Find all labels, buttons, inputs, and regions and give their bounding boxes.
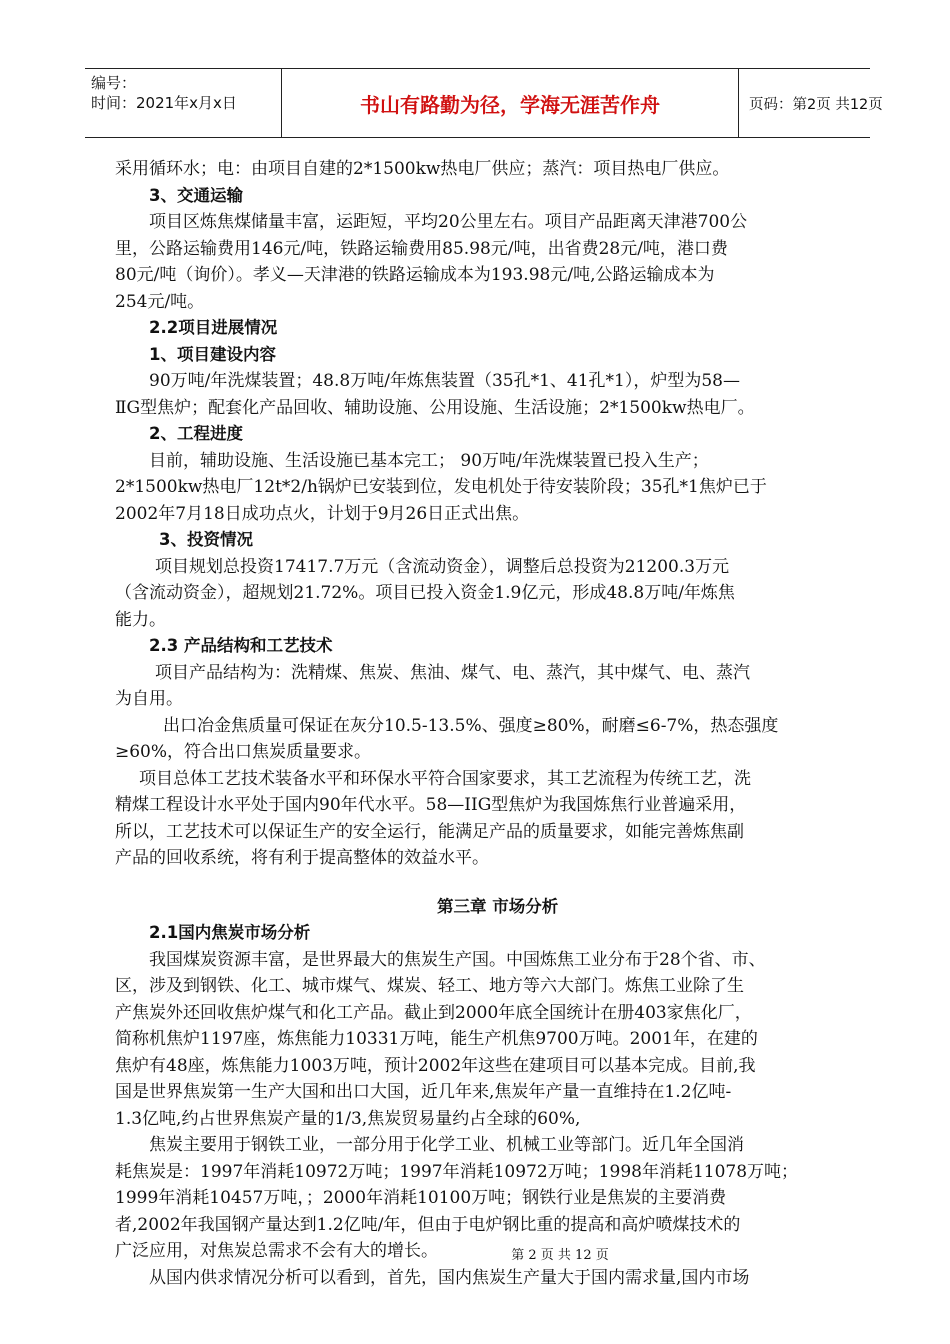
text-line: 项目产品结构为：洗精煤、焦炭、焦油、煤气、电、蒸汽，其中煤气、电、蒸汽 — [155, 662, 750, 683]
header-page-info: 页码：第2页 共12页 — [749, 96, 883, 113]
section-heading: 1、项目建设内容 — [149, 344, 276, 364]
text-line: 90万吨/年洗煤装置；48.8万吨/年炼焦装置（35孔*1、41孔*1），炉型为58— — [149, 371, 740, 391]
section-heading: 第三章 市场分析 — [437, 896, 559, 916]
text-line: 焦炉有48座，炼焦能力1003万吨，预计2002年这些在建项目可以基本完成。目前,我 — [115, 1055, 756, 1076]
text-line: 耗焦炭是：1997年消耗10972万吨；1997年消耗10972万吨；1998年消耗11078万吨； — [115, 1161, 799, 1182]
header-motto: 书山有路勤为径，学海无涯苦作舟 — [281, 69, 739, 137]
section-heading: 2.3 产品结构和工艺技术 — [149, 636, 333, 655]
text-line: 2002年7月18日成功点火，计划于9月26日正式出焦。 — [115, 503, 530, 524]
text-line: 1.3亿吨,约占世界焦炭产量的1/3,焦炭贸易量约占全球的60%, — [115, 1108, 581, 1129]
text-line: 我国煤炭资源丰富，是世界最大的焦炭生产国。中国炼焦工业分布于28个省、市、 — [149, 949, 766, 970]
text-line: 80元/吨（询价）。孝义—天津港的铁路运输成本为193.98元/吨,公路运输成本为 — [115, 265, 715, 285]
text-line: 项目规划总投资17417.7万元（含流动资金），调整后总投资为21200.3万元 — [155, 556, 730, 577]
text-line: 者,2002年我国钢产量达到1.2亿吨/年，但由于电炉钢比重的提高和高炉喷煤技术的 — [115, 1214, 741, 1235]
text-line: 产品的回收系统，将有利于提高整体的效益水平。 — [115, 848, 489, 868]
section-heading: 2、工程进度 — [149, 424, 243, 443]
document-number-label: 编号： — [91, 74, 137, 92]
document-body — [115, 156, 845, 1291]
header-meta — [85, 69, 275, 137]
text-line: 项目总体工艺技术装备水平和环保水平符合国家要求，其工艺流程为传统工艺，洗 — [139, 768, 751, 789]
page-footer: 第 2 页 共 12 页 — [511, 1248, 609, 1263]
page-header — [85, 68, 883, 138]
text-line: 产焦炭外还回收焦炉煤气和化工产品。截止到2000年底全国统计在册403家焦化厂， — [115, 1002, 752, 1023]
blank-line — [115, 872, 845, 894]
text-line: 254元/吨。 — [115, 291, 205, 312]
section-heading: 3、投资情况 — [159, 530, 253, 549]
section-heading: 2.1国内焦炭市场分析 — [149, 923, 311, 942]
text-line: 出口冶金焦质量可保证在灰分10.5-13.5%、强度≥80%，耐磨≤6-7%，热态强度 — [163, 715, 779, 736]
text-line: 广泛应用，对焦炭总需求不会有大的增长。 — [115, 1241, 438, 1261]
text-line: 精煤工程设计水平处于国内90年代水平。58—IIG型焦炉为我国炼焦行业普遍采用， — [115, 795, 747, 815]
text-line: 区，涉及到钢铁、化工、城市煤气、煤炭、轻工、地方等六大部门。炼焦工业除了生 — [115, 976, 744, 996]
text-line: 焦炭主要用于钢铁工业，一部分用于化学工业、机械工业等部门。近几年全国消 — [149, 1135, 744, 1155]
text-line: （含流动资金），超规划21.72%。项目已投入资金1.9亿元，形成48.8万吨/年炼焦 — [115, 583, 735, 603]
text-line: 国是世界焦炭第一生产大国和出口大国，近几年来,焦炭年产量一直维持在1.2亿吨- — [115, 1082, 732, 1102]
section-heading: 2.2项目进展情况 — [149, 318, 278, 337]
text-line: ≥60%，符合出口焦炭质量要求。 — [115, 742, 372, 762]
text-line: 里，公路运输费用146元/吨，铁路运输费用85.98元/吨，出省费28元/吨，港口费 — [115, 238, 728, 259]
text-line: 能力。 — [115, 609, 166, 630]
document-date-label: 时间：2021年x月x日 — [91, 94, 237, 112]
text-line: 项目区炼焦煤储量丰富，运距短，平均20公里左右。项目产品距离天津港700公 — [149, 212, 748, 232]
text-line: 2*1500kw热电厂12t*2/h锅炉已安装到位，发电机处于待安装阶段；35孔*1焦炉已于 — [115, 477, 767, 497]
text-line: 为自用。 — [115, 689, 183, 709]
text-line: 采用循环水；电：由项目自建的2*1500kw热电厂供应；蒸汽：项目热电厂供应。 — [115, 159, 730, 179]
text-line: 目前，辅助设施、生活设施已基本完工； 90万吨/年洗煤装置已投入生产； — [149, 450, 709, 471]
text-line: 从国内供求情况分析可以看到，首先，国内焦炭生产量大于国内需求量,国内市场 — [149, 1267, 750, 1288]
section-heading: 3、交通运输 — [149, 185, 243, 205]
text-line: 简称机焦炉1197座，炼焦能力10331万吨，能生产机焦9700万吨。2001年，在建的 — [115, 1029, 758, 1049]
text-line: 1999年消耗10457万吨，；2000年消耗10100万吨；钢铁行业是焦炭的主要消费 — [115, 1188, 727, 1208]
text-line: 所以，工艺技术可以保证生产的安全运行，能满足产品的质量要求，如能完善炼焦副 — [115, 821, 744, 842]
text-line: ⅡG型焦炉；配套化产品回收、辅助设施、公用设施、生活设施；2*1500kw热电厂。 — [115, 397, 755, 418]
